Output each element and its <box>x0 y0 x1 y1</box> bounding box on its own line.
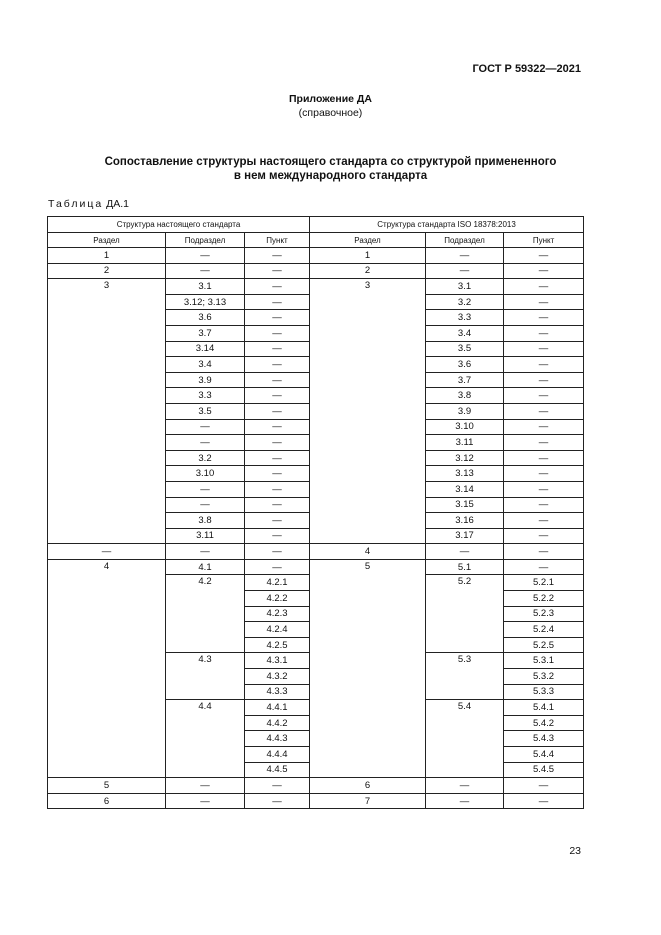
cell-item: 4.4.1 <box>245 700 310 716</box>
col-header-section: Раздел <box>310 233 426 248</box>
cell-subsection: — <box>166 544 245 560</box>
cell-iso-subsection: 3.10 <box>426 419 504 435</box>
cell-iso-item: — <box>504 403 584 419</box>
cell-iso-item: — <box>504 793 584 809</box>
table-caption-number: ДА.1 <box>106 198 129 210</box>
cell-subsection: — <box>166 419 245 435</box>
cell-item: 4.2.5 <box>245 637 310 653</box>
cell-section: 3 <box>48 279 166 544</box>
cell-item: — <box>245 513 310 529</box>
cell-subsection: — <box>166 435 245 451</box>
table-row <box>48 248 584 264</box>
table-caption <box>48 198 129 210</box>
cell-subsection: — <box>166 778 245 794</box>
cell-iso-subsection: 5.1 <box>426 559 504 575</box>
cell-section: 5 <box>48 778 166 794</box>
col-header-section: Раздел <box>48 233 166 248</box>
cell-iso-section: 6 <box>310 778 426 794</box>
table-row <box>48 263 584 279</box>
cell-item: — <box>245 419 310 435</box>
cell-iso-item: — <box>504 778 584 794</box>
appendix-heading <box>0 92 661 120</box>
cell-iso-item: — <box>504 248 584 264</box>
cell-iso-item: — <box>504 466 584 482</box>
cell-subsection: 4.4 <box>166 700 245 778</box>
cell-item: — <box>245 559 310 575</box>
cell-iso-item: — <box>504 341 584 357</box>
cell-iso-item: 5.3.3 <box>504 684 584 700</box>
cell-iso-item: 5.2.4 <box>504 622 584 638</box>
cell-iso-subsection: 3.16 <box>426 513 504 529</box>
cell-iso-subsection: — <box>426 263 504 279</box>
cell-item: 4.2.3 <box>245 606 310 622</box>
cell-iso-item: 5.2.1 <box>504 575 584 591</box>
cell-item: — <box>245 778 310 794</box>
table-row <box>48 279 584 295</box>
cell-item: 4.4.3 <box>245 731 310 747</box>
cell-item: — <box>245 388 310 404</box>
cell-iso-item: — <box>504 310 584 326</box>
cell-item: — <box>245 248 310 264</box>
cell-section: 4 <box>48 559 166 777</box>
cell-subsection: 3.6 <box>166 310 245 326</box>
cell-item: — <box>245 294 310 310</box>
cell-iso-subsection: 3.17 <box>426 528 504 544</box>
col-header-subsection: Подраздел <box>426 233 504 248</box>
cell-iso-subsection: 3.1 <box>426 279 504 295</box>
cell-iso-subsection: 3.7 <box>426 372 504 388</box>
cell-subsection: 3.1 <box>166 279 245 295</box>
cell-iso-subsection: — <box>426 544 504 560</box>
appendix-subtitle: (справочное) <box>298 107 363 119</box>
cell-subsection: 3.2 <box>166 450 245 466</box>
cell-iso-item: 5.4.5 <box>504 762 584 778</box>
cell-item: — <box>245 263 310 279</box>
cell-subsection: 3.12; 3.13 <box>166 294 245 310</box>
cell-iso-item: — <box>504 450 584 466</box>
page-title-line-2: в нем международного стандарта <box>233 170 428 182</box>
cell-section: — <box>48 544 166 560</box>
cell-iso-subsection: 3.9 <box>426 403 504 419</box>
table-caption-label: Таблица <box>48 198 104 210</box>
cell-iso-item: 5.4.4 <box>504 747 584 763</box>
cell-item: 4.3.1 <box>245 653 310 669</box>
cell-subsection: 4.2 <box>166 575 245 653</box>
cell-subsection: 3.9 <box>166 372 245 388</box>
cell-iso-item: — <box>504 388 584 404</box>
cell-iso-item: — <box>504 481 584 497</box>
cell-item: — <box>245 357 310 373</box>
cell-item: — <box>245 279 310 295</box>
header-this-standard: Структура настоящего стандарта <box>48 217 310 233</box>
cell-iso-item: — <box>504 544 584 560</box>
cell-subsection: 4.1 <box>166 559 245 575</box>
cell-iso-subsection: 3.13 <box>426 466 504 482</box>
cell-subsection: 3.3 <box>166 388 245 404</box>
table-row <box>48 793 584 809</box>
cell-item: — <box>245 544 310 560</box>
cell-item: — <box>245 528 310 544</box>
cell-iso-subsection: 3.2 <box>426 294 504 310</box>
cell-subsection: 3.7 <box>166 325 245 341</box>
cell-iso-item: 5.3.1 <box>504 653 584 669</box>
page-title <box>60 155 601 183</box>
cell-item: — <box>245 450 310 466</box>
cell-item: — <box>245 310 310 326</box>
document-id: ГОСТ Р 59322—2021 <box>472 63 581 75</box>
cell-iso-item: — <box>504 528 584 544</box>
cell-iso-item: 5.2.3 <box>504 606 584 622</box>
header-iso-standard: Структура стандарта ISO 18378:2013 <box>310 217 584 233</box>
table-row <box>48 544 584 560</box>
cell-item: 4.3.2 <box>245 669 310 685</box>
cell-iso-subsection: 3.14 <box>426 481 504 497</box>
cell-item: — <box>245 466 310 482</box>
cell-iso-section: 4 <box>310 544 426 560</box>
page-number: 23 <box>569 845 581 857</box>
cell-iso-item: — <box>504 263 584 279</box>
cell-item: — <box>245 325 310 341</box>
cell-iso-section: 5 <box>310 559 426 777</box>
cell-iso-item: 5.2.2 <box>504 591 584 607</box>
cell-iso-subsection: 3.4 <box>426 325 504 341</box>
cell-iso-item: 5.4.2 <box>504 715 584 731</box>
cell-item: — <box>245 481 310 497</box>
cell-item: — <box>245 497 310 513</box>
cell-subsection: — <box>166 497 245 513</box>
cell-iso-section: 1 <box>310 248 426 264</box>
cell-section: 6 <box>48 793 166 809</box>
table-row <box>48 778 584 794</box>
cell-item: 4.2.2 <box>245 591 310 607</box>
col-header-item: Пункт <box>245 233 310 248</box>
cell-iso-item: — <box>504 513 584 529</box>
cell-item: — <box>245 793 310 809</box>
cell-iso-subsection: 3.8 <box>426 388 504 404</box>
comparison-table <box>47 216 584 809</box>
appendix-title: Приложение ДА <box>289 93 372 105</box>
cell-iso-subsection: 3.5 <box>426 341 504 357</box>
table-row <box>48 559 584 575</box>
col-header-subsection: Подраздел <box>166 233 245 248</box>
cell-item: 4.2.1 <box>245 575 310 591</box>
cell-subsection: 3.14 <box>166 341 245 357</box>
cell-iso-section: 2 <box>310 263 426 279</box>
cell-iso-subsection: — <box>426 778 504 794</box>
cell-iso-subsection: 5.3 <box>426 653 504 700</box>
cell-subsection: 3.10 <box>166 466 245 482</box>
cell-iso-item: — <box>504 559 584 575</box>
cell-iso-item: — <box>504 357 584 373</box>
cell-subsection: 3.8 <box>166 513 245 529</box>
cell-iso-item: 5.3.2 <box>504 669 584 685</box>
cell-iso-subsection: — <box>426 248 504 264</box>
cell-iso-item: — <box>504 294 584 310</box>
cell-iso-subsection: — <box>426 793 504 809</box>
cell-iso-item: — <box>504 435 584 451</box>
page-title-line-1: Сопоставление структуры настоящего стандарта со структурой примененного <box>104 156 557 168</box>
cell-iso-subsection: 3.15 <box>426 497 504 513</box>
cell-item: 4.4.5 <box>245 762 310 778</box>
cell-subsection: — <box>166 793 245 809</box>
cell-iso-section: 7 <box>310 793 426 809</box>
cell-subsection: 3.4 <box>166 357 245 373</box>
cell-subsection: 4.3 <box>166 653 245 700</box>
cell-subsection: 3.5 <box>166 403 245 419</box>
cell-iso-item: — <box>504 419 584 435</box>
table-body <box>48 248 584 809</box>
cell-iso-item: — <box>504 325 584 341</box>
col-header-item: Пункт <box>504 233 584 248</box>
cell-subsection: — <box>166 248 245 264</box>
cell-subsection: — <box>166 263 245 279</box>
cell-iso-section: 3 <box>310 279 426 544</box>
cell-iso-subsection: 3.11 <box>426 435 504 451</box>
cell-item: 4.4.2 <box>245 715 310 731</box>
cell-iso-item: — <box>504 279 584 295</box>
cell-iso-subsection: 5.2 <box>426 575 504 653</box>
cell-subsection: — <box>166 481 245 497</box>
cell-iso-item: — <box>504 497 584 513</box>
cell-item: — <box>245 435 310 451</box>
cell-iso-item: 5.4.1 <box>504 700 584 716</box>
cell-iso-subsection: 3.12 <box>426 450 504 466</box>
cell-item: 4.2.4 <box>245 622 310 638</box>
cell-item: — <box>245 341 310 357</box>
cell-subsection: 3.11 <box>166 528 245 544</box>
cell-iso-item: — <box>504 372 584 388</box>
cell-section: 1 <box>48 248 166 264</box>
cell-iso-subsection: 5.4 <box>426 700 504 778</box>
cell-item: — <box>245 403 310 419</box>
cell-section: 2 <box>48 263 166 279</box>
cell-item: — <box>245 372 310 388</box>
cell-iso-subsection: 3.6 <box>426 357 504 373</box>
cell-iso-item: 5.2.5 <box>504 637 584 653</box>
cell-iso-subsection: 3.3 <box>426 310 504 326</box>
cell-item: 4.4.4 <box>245 747 310 763</box>
cell-item: 4.3.3 <box>245 684 310 700</box>
cell-iso-item: 5.4.3 <box>504 731 584 747</box>
